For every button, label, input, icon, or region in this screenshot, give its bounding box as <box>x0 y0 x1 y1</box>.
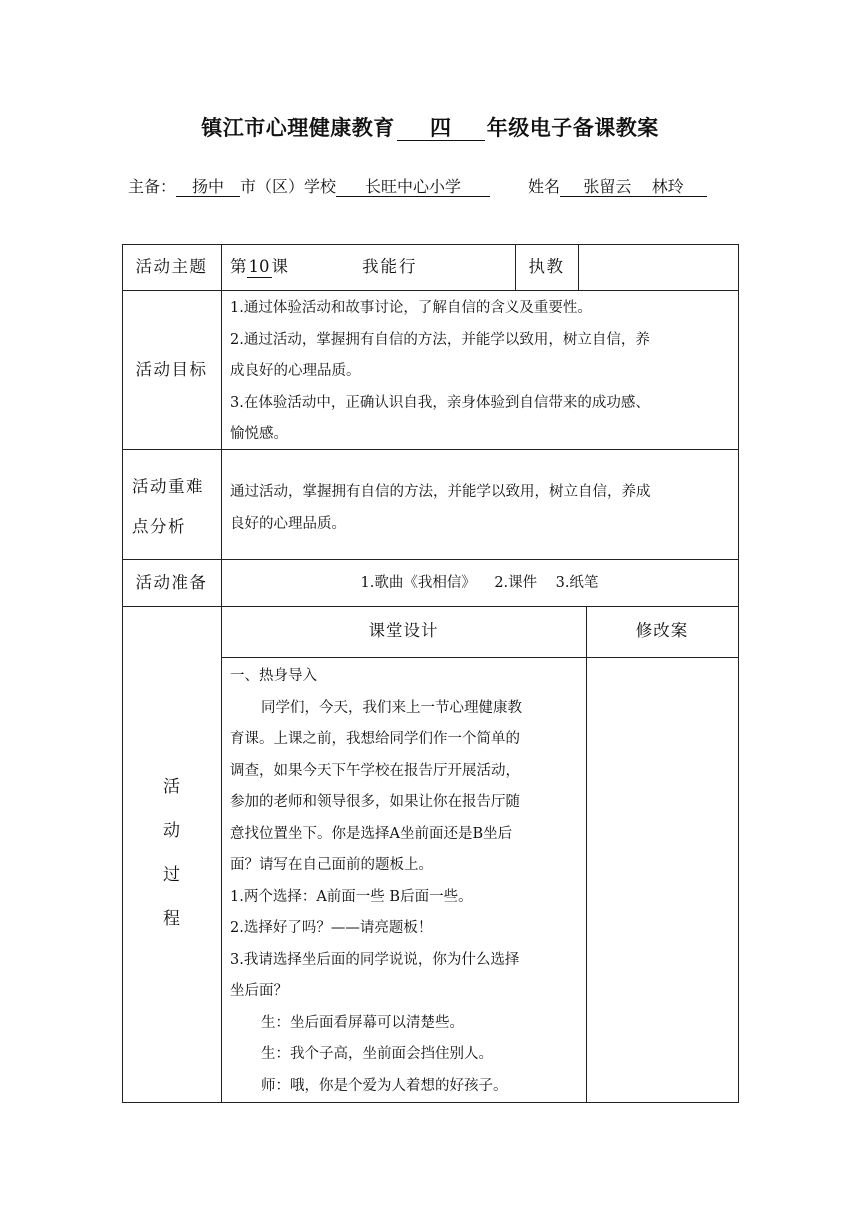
process-label-char: 过 <box>163 865 180 885</box>
goal-line: 2.通过活动，掌握拥有自信的方法，并能学以致用，树立自信，养 <box>230 331 650 348</box>
school-field: 长旺中心小学 <box>336 178 490 197</box>
process-label-char: 动 <box>163 821 180 841</box>
goal-line: 1.通过体验活动和故事讨论，了解自信的含义及重要性。 <box>230 300 592 316</box>
city-label: 市（区）学校 <box>240 177 337 196</box>
design-line: 调查，如果今天下午学校在报告厅开展活动， <box>230 762 520 779</box>
names-field: 张留云 林玲 <box>560 178 707 197</box>
lesson-suffix: 课 <box>271 257 288 276</box>
goal-line: 愉悦感。 <box>230 426 288 442</box>
design-line: 参加的老师和领导很多，如果让你在报告厅随 <box>230 794 520 810</box>
design-line: 一、热身导入 <box>230 668 317 684</box>
design-header: 课堂设计 <box>368 621 439 640</box>
teacher-label: 执教 <box>528 257 565 276</box>
goal-line: 3.在体验活动中，正确认识自我，亲身体验到自信带来的成功感、 <box>230 394 650 411</box>
keypoint-label <box>132 467 204 547</box>
design-line: 面？请写在自己面前的题板上。 <box>230 857 433 873</box>
design-line: 育课。上课之前，我想给同学们作一个简单的 <box>230 731 520 747</box>
design-line: 生：坐后面看屏幕可以清楚些。 <box>261 1014 464 1031</box>
document-title <box>0 112 860 142</box>
keypoints-text <box>230 477 735 540</box>
design-line: 1.两个选择：A前面一些 B后面一些。 <box>230 888 473 905</box>
keypoint-label-line: 活动重难 <box>132 477 204 496</box>
author-label: 主备： <box>128 177 177 196</box>
keypoint-line: 良好的心理品质。 <box>230 515 346 532</box>
keypoint-label-line: 点分析 <box>132 517 186 536</box>
prep-label: 活动准备 <box>135 573 208 592</box>
lesson-prefix: 第 <box>230 257 247 276</box>
goal-line: 成良好的心理品质。 <box>230 363 361 379</box>
goal-label: 活动目标 <box>135 360 208 379</box>
design-line: 生：我个子高，坐前面会挡住别人。 <box>261 1046 493 1062</box>
design-content <box>230 661 582 1102</box>
prep-text: 1.歌曲《我相信》 2.课件 3.纸笔 <box>360 575 599 591</box>
lesson-num-field: 10 <box>248 257 270 276</box>
theme-label: 活动主题 <box>135 257 208 276</box>
keypoint-line: 通过活动，掌握拥有自信的方法，并能学以致用，树立自信，养成 <box>230 484 651 500</box>
process-label <box>122 765 221 941</box>
title-suffix: 年级电子备课教案 <box>486 116 659 140</box>
design-line: 师：哦，你是个爱为人着想的好孩子。 <box>261 1077 508 1094</box>
design-line: 同学们，今天，我们来上一节心理健康教 <box>261 699 522 716</box>
goals-text <box>230 293 735 451</box>
author-line <box>128 174 707 197</box>
lesson-title: 我能行 <box>362 257 418 276</box>
design-line: 坐后面？ <box>230 983 288 999</box>
design-line: 3.我请选择坐后面的同学说说，你为什么选择 <box>230 951 520 968</box>
revise-header: 修改案 <box>635 621 689 640</box>
lesson-plan-table <box>122 244 738 1103</box>
lesson-number <box>230 251 288 283</box>
design-line: 意找位置坐下。你是选择A坐前面还是B坐后 <box>230 825 513 842</box>
name-label: 姓名 <box>528 177 561 196</box>
process-label-char: 活 <box>163 777 180 797</box>
city-field: 扬中 <box>176 178 240 197</box>
grade-field: 四 <box>397 116 485 141</box>
title-prefix: 镇江市心理健康教育 <box>201 116 395 140</box>
process-label-char: 程 <box>163 909 180 929</box>
design-line: 2.选择好了吗？——请亮题板！ <box>230 920 433 936</box>
